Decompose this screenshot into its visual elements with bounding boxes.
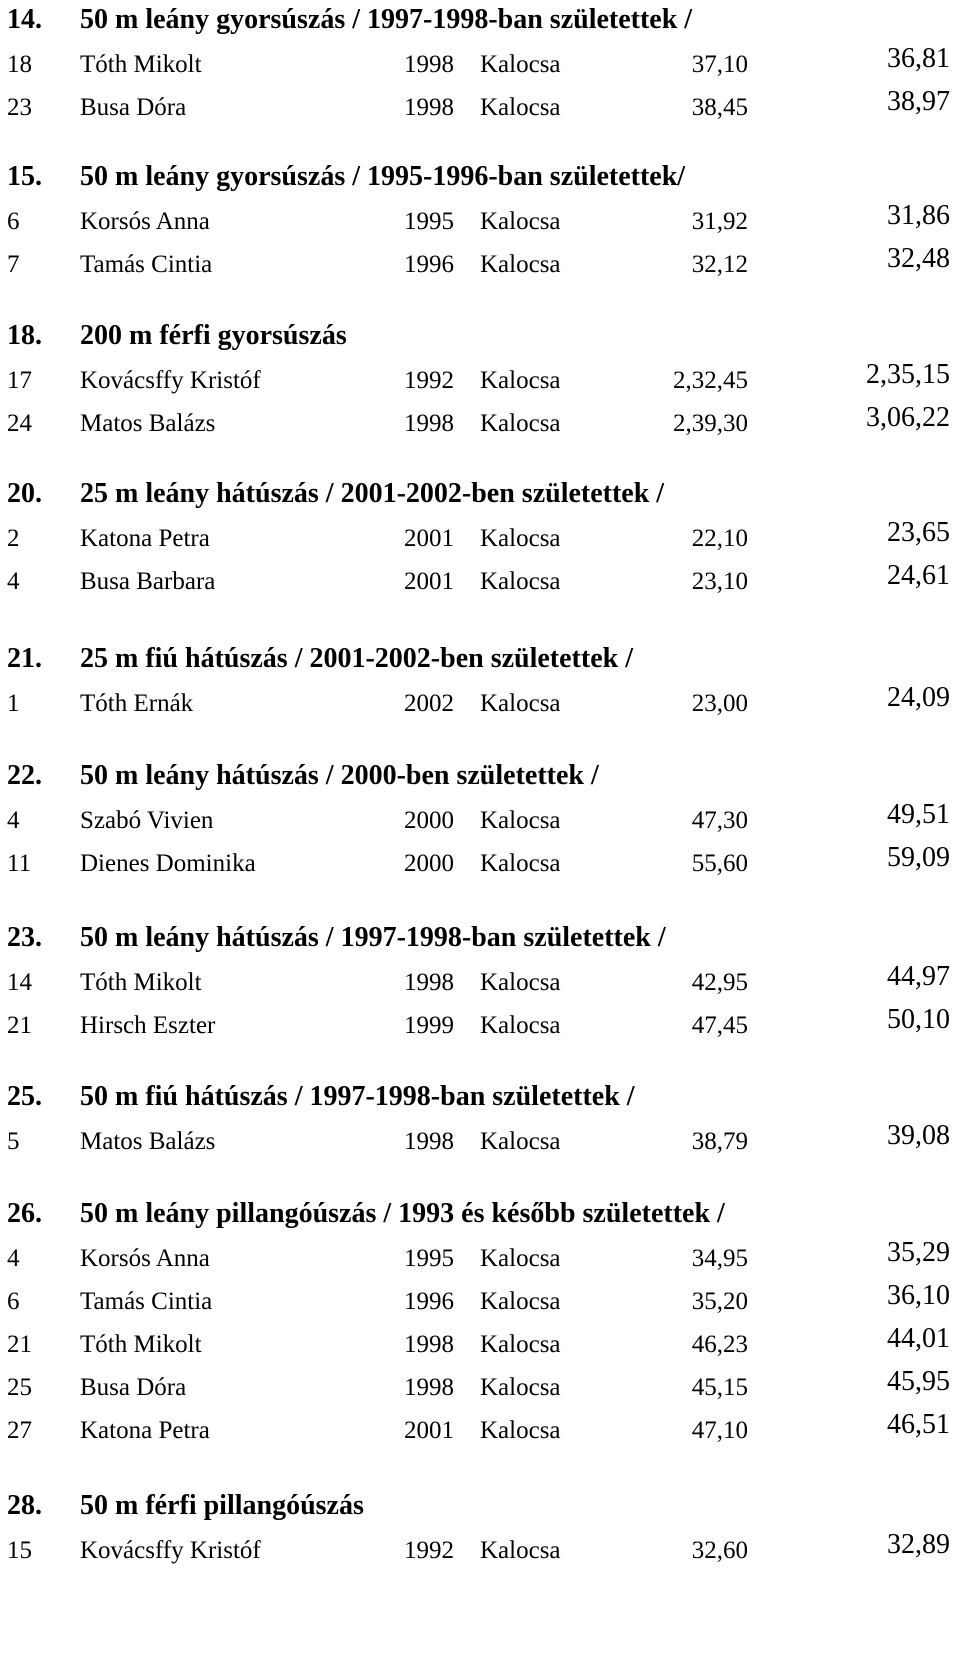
result-row	[0, 1115, 960, 1161]
result-club: Kalocsa	[480, 690, 561, 717]
result-time-2: 24,61	[887, 560, 950, 591]
result-place: 5	[7, 1128, 20, 1155]
event-section	[0, 0, 960, 121]
result-club: Kalocsa	[480, 1012, 561, 1039]
event-section	[0, 157, 960, 278]
result-time-2: 2,35,15	[866, 359, 950, 390]
event-number: 25.	[7, 1081, 42, 1112]
result-time-2: 39,08	[887, 1120, 950, 1151]
result-row	[0, 81, 960, 127]
event-section	[0, 1077, 960, 1155]
event-number: 26.	[7, 1198, 42, 1229]
result-name: Korsós Anna	[80, 1245, 210, 1272]
result-club: Kalocsa	[480, 525, 561, 552]
result-row	[0, 1524, 960, 1570]
result-place: 14	[7, 969, 32, 996]
event-title: 25 m fiú hátúszás / 2001-2002-ben születettek /	[80, 643, 633, 674]
result-time-2: 23,65	[887, 517, 950, 548]
result-year: 1992	[404, 367, 454, 394]
event-title: 200 m férfi gyorsúszás	[80, 320, 347, 351]
result-time-2: 24,09	[887, 682, 950, 713]
result-year: 1998	[404, 969, 454, 996]
event-section	[0, 1486, 960, 1564]
result-club: Kalocsa	[480, 367, 561, 394]
result-year: 2002	[404, 690, 454, 717]
event-header	[0, 474, 960, 514]
event-header	[0, 918, 960, 958]
result-club: Kalocsa	[480, 1128, 561, 1155]
event-title: 50 m fiú hátúszás / 1997-1998-ban születettek /	[80, 1081, 635, 1112]
result-name: Tóth Mikolt	[80, 969, 202, 996]
result-year: 1998	[404, 1374, 454, 1401]
result-place: 2	[7, 525, 20, 552]
result-time-2: 31,86	[887, 200, 950, 231]
event-title: 50 m férfi pillangóúszás	[80, 1490, 364, 1521]
event-header	[0, 1194, 960, 1234]
result-time-1: 38,45	[691, 94, 748, 121]
result-row	[0, 512, 960, 558]
result-club: Kalocsa	[480, 208, 561, 235]
result-time-1: 38,79	[691, 1128, 748, 1155]
result-club: Kalocsa	[480, 1417, 561, 1444]
result-year: 1992	[404, 1537, 454, 1564]
result-time-1: 37,10	[691, 51, 748, 78]
result-name: Katona Petra	[80, 1417, 210, 1444]
result-club: Kalocsa	[480, 1288, 561, 1315]
result-place: 25	[7, 1374, 32, 1401]
result-row	[0, 837, 960, 883]
result-year: 1996	[404, 1288, 454, 1315]
result-time-1: 55,60	[691, 850, 748, 877]
result-time-1: 34,95	[691, 1245, 748, 1272]
event-header	[0, 316, 960, 356]
result-name: Kovácsffy Kristóf	[80, 1537, 261, 1564]
result-time-1: 31,92	[691, 208, 748, 235]
result-time-1: 45,15	[691, 1374, 748, 1401]
result-row	[0, 555, 960, 601]
result-row	[0, 1275, 960, 1321]
event-number: 14.	[7, 4, 42, 35]
event-header	[0, 1486, 960, 1526]
result-time-1: 23,00	[691, 690, 748, 717]
result-year: 2001	[404, 1417, 454, 1444]
result-year: 2000	[404, 850, 454, 877]
result-row	[0, 999, 960, 1045]
result-time-2: 59,09	[887, 842, 950, 873]
result-row	[0, 677, 960, 723]
result-place: 4	[7, 807, 20, 834]
result-year: 1995	[404, 1245, 454, 1272]
result-row	[0, 1232, 960, 1278]
event-header	[0, 756, 960, 796]
result-place: 17	[7, 367, 32, 394]
result-time-2: 36,81	[887, 43, 950, 74]
result-time-1: 42,95	[691, 969, 748, 996]
event-section	[0, 756, 960, 877]
result-time-2: 38,97	[887, 86, 950, 117]
result-time-2: 35,29	[887, 1237, 950, 1268]
result-time-2: 32,48	[887, 243, 950, 274]
result-club: Kalocsa	[480, 1537, 561, 1564]
result-time-1: 47,10	[691, 1417, 748, 1444]
result-year: 1999	[404, 1012, 454, 1039]
result-name: Tamás Cintia	[80, 251, 213, 278]
event-title: 25 m leány hátúszás / 2001-2002-ben születettek /	[80, 478, 665, 509]
result-club: Kalocsa	[480, 251, 561, 278]
result-time-1: 2,32,45	[673, 367, 748, 394]
result-row	[0, 38, 960, 84]
result-name: Busa Dóra	[80, 94, 187, 121]
event-header	[0, 0, 960, 40]
result-name: Korsós Anna	[80, 208, 210, 235]
result-name: Busa Barbara	[80, 568, 216, 595]
result-year: 1998	[404, 1128, 454, 1155]
result-time-1: 47,30	[691, 807, 748, 834]
result-time-2: 3,06,22	[866, 402, 950, 433]
result-row	[0, 794, 960, 840]
result-name: Busa Dóra	[80, 1374, 187, 1401]
result-time-2: 36,10	[887, 1280, 950, 1311]
event-section	[0, 474, 960, 595]
event-number: 23.	[7, 922, 42, 953]
result-time-2: 44,97	[887, 961, 950, 992]
event-number: 15.	[7, 161, 42, 192]
result-time-1: 22,10	[691, 525, 748, 552]
result-club: Kalocsa	[480, 850, 561, 877]
result-row	[0, 1318, 960, 1364]
result-club: Kalocsa	[480, 51, 561, 78]
result-row	[0, 956, 960, 1002]
result-club: Kalocsa	[480, 568, 561, 595]
event-section	[0, 316, 960, 437]
event-title: 50 m leány hátúszás / 1997-1998-ban születettek /	[80, 922, 666, 953]
result-year: 1998	[404, 410, 454, 437]
result-time-2: 44,01	[887, 1323, 950, 1354]
result-name: Tóth Ernák	[80, 690, 194, 717]
result-club: Kalocsa	[480, 969, 561, 996]
event-title: 50 m leány hátúszás / 2000-ben születettek /	[80, 760, 599, 791]
result-year: 2000	[404, 807, 454, 834]
result-time-1: 32,12	[691, 251, 748, 278]
event-title: 50 m leány gyorsúszás / 1995-1996-ban születettek/	[80, 161, 686, 192]
result-place: 24	[7, 410, 32, 437]
result-time-1: 35,20	[691, 1288, 748, 1315]
result-time-1: 46,23	[691, 1331, 748, 1358]
result-year: 1995	[404, 208, 454, 235]
result-time-2: 46,51	[887, 1409, 950, 1440]
result-club: Kalocsa	[480, 1374, 561, 1401]
result-club: Kalocsa	[480, 410, 561, 437]
event-section	[0, 918, 960, 1039]
result-place: 27	[7, 1417, 32, 1444]
event-title: 50 m leány pillangóúszás / 1993 és később születettek /	[80, 1198, 725, 1229]
result-place: 15	[7, 1537, 32, 1564]
result-time-1: 47,45	[691, 1012, 748, 1039]
result-row	[0, 354, 960, 400]
result-place: 23	[7, 94, 32, 121]
result-club: Kalocsa	[480, 807, 561, 834]
result-club: Kalocsa	[480, 1331, 561, 1358]
result-year: 1996	[404, 251, 454, 278]
event-number: 20.	[7, 478, 42, 509]
result-place: 7	[7, 251, 20, 278]
result-row	[0, 397, 960, 443]
result-place: 1	[7, 690, 20, 717]
result-year: 1998	[404, 1331, 454, 1358]
result-place: 6	[7, 1288, 20, 1315]
event-title: 50 m leány gyorsúszás / 1997-1998-ban születettek /	[80, 4, 693, 35]
result-place: 21	[7, 1012, 32, 1039]
result-name: Matos Balázs	[80, 410, 216, 437]
result-name: Tamás Cintia	[80, 1288, 213, 1315]
result-time-2: 49,51	[887, 799, 950, 830]
result-name: Tóth Mikolt	[80, 51, 202, 78]
result-club: Kalocsa	[480, 1245, 561, 1272]
result-row	[0, 1404, 960, 1450]
result-name: Szabó Vivien	[80, 807, 214, 834]
event-number: 22.	[7, 760, 42, 791]
result-name: Hirsch Eszter	[80, 1012, 216, 1039]
result-place: 18	[7, 51, 32, 78]
event-section	[0, 639, 960, 717]
result-club: Kalocsa	[480, 94, 561, 121]
result-year: 2001	[404, 568, 454, 595]
result-year: 1998	[404, 51, 454, 78]
event-header	[0, 157, 960, 197]
result-time-1: 23,10	[691, 568, 748, 595]
result-time-2: 50,10	[887, 1004, 950, 1035]
result-name: Katona Petra	[80, 525, 210, 552]
result-place: 4	[7, 568, 20, 595]
result-place: 4	[7, 1245, 20, 1272]
result-place: 21	[7, 1331, 32, 1358]
result-time-2: 45,95	[887, 1366, 950, 1397]
result-name: Kovácsffy Kristóf	[80, 367, 261, 394]
result-year: 1998	[404, 94, 454, 121]
event-header	[0, 639, 960, 679]
result-row	[0, 238, 960, 284]
result-year: 2001	[404, 525, 454, 552]
event-section	[0, 1194, 960, 1444]
result-row	[0, 1361, 960, 1407]
result-time-1: 2,39,30	[673, 410, 748, 437]
result-name: Tóth Mikolt	[80, 1331, 202, 1358]
result-name: Matos Balázs	[80, 1128, 216, 1155]
event-number: 21.	[7, 643, 42, 674]
result-time-1: 32,60	[691, 1537, 748, 1564]
result-row	[0, 195, 960, 241]
result-place: 6	[7, 208, 20, 235]
event-header	[0, 1077, 960, 1117]
result-time-2: 32,89	[887, 1529, 950, 1560]
event-number: 28.	[7, 1490, 42, 1521]
event-number: 18.	[7, 320, 42, 351]
result-name: Dienes Dominika	[80, 850, 256, 877]
result-place: 11	[7, 850, 32, 877]
